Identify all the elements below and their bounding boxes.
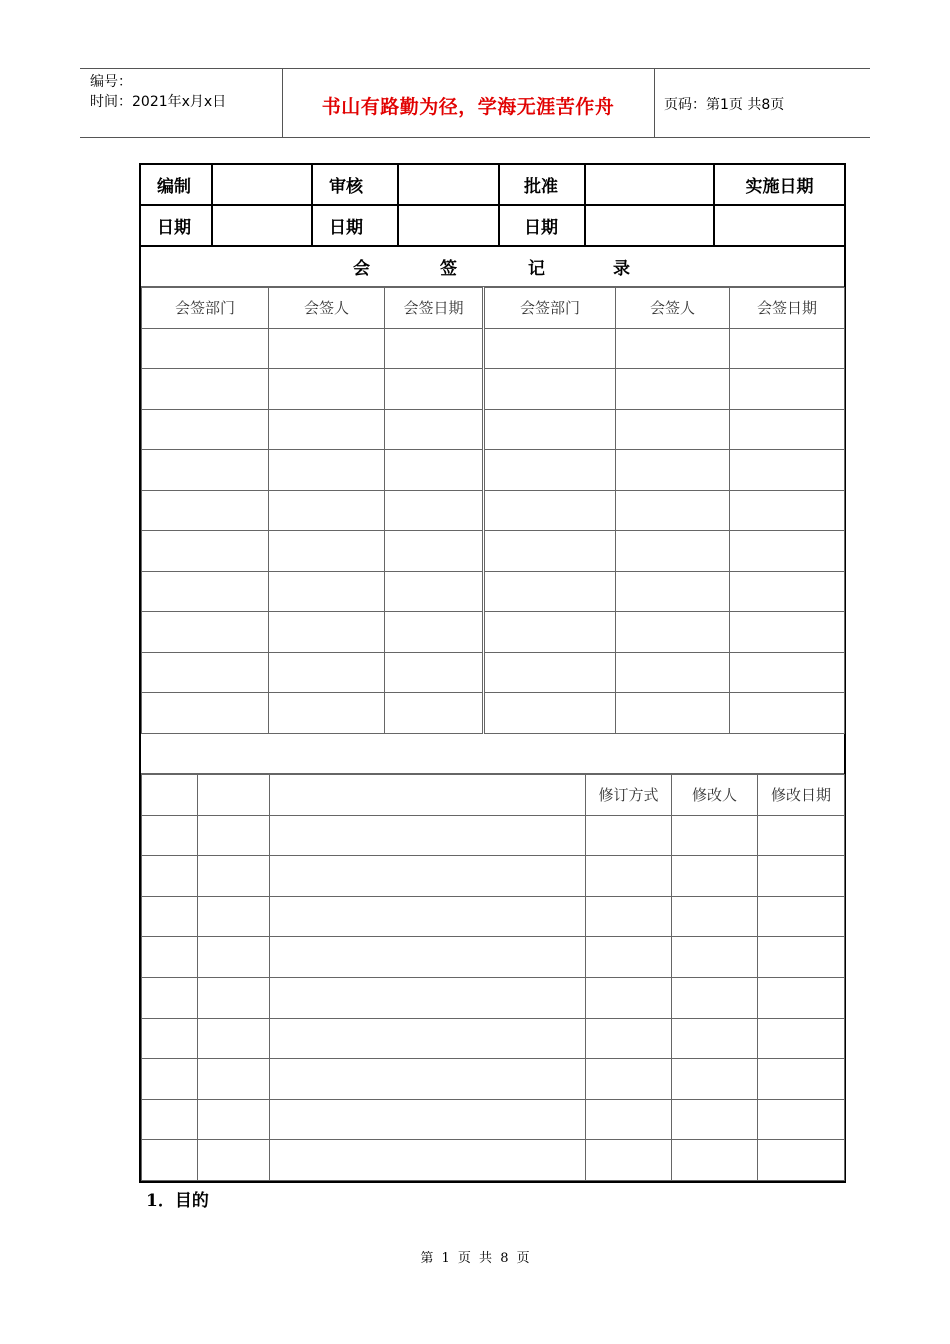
table-cell[interactable] bbox=[269, 490, 385, 531]
table-cell[interactable] bbox=[484, 490, 616, 531]
table-cell[interactable] bbox=[142, 450, 269, 491]
approval-row bbox=[140, 164, 845, 205]
document-time-label: 时间：2021年x月x日 bbox=[90, 94, 227, 110]
table-cell[interactable] bbox=[270, 1099, 586, 1140]
table-cell[interactable] bbox=[142, 369, 269, 410]
document-number-label: 编号： bbox=[90, 74, 132, 90]
table-cell[interactable] bbox=[269, 328, 385, 369]
table-row bbox=[142, 369, 845, 410]
table-cell[interactable] bbox=[270, 896, 586, 937]
table-cell[interactable] bbox=[758, 815, 845, 856]
banner-char: 签 bbox=[440, 259, 457, 279]
table-cell[interactable] bbox=[269, 369, 385, 410]
table-cell[interactable] bbox=[385, 490, 484, 531]
table-cell[interactable] bbox=[672, 896, 758, 937]
table-cell[interactable] bbox=[385, 328, 484, 369]
table-row bbox=[142, 856, 845, 897]
table-cell[interactable] bbox=[270, 1018, 586, 1059]
table-row bbox=[142, 693, 845, 734]
table-cell[interactable] bbox=[269, 693, 385, 734]
banner-char: 会 bbox=[353, 259, 370, 279]
table-cell[interactable] bbox=[198, 1018, 270, 1059]
table-cell[interactable] bbox=[758, 1059, 845, 1100]
table-row bbox=[142, 652, 845, 693]
table-cell[interactable] bbox=[142, 571, 269, 612]
table-cell[interactable] bbox=[484, 652, 616, 693]
table-cell[interactable] bbox=[758, 1018, 845, 1059]
approval-input-cell[interactable] bbox=[714, 205, 845, 246]
approval-cell: 批准 bbox=[499, 164, 585, 205]
table-cell[interactable] bbox=[142, 815, 198, 856]
table-cell[interactable] bbox=[270, 1140, 586, 1181]
table-cell[interactable] bbox=[586, 1059, 672, 1100]
table-cell[interactable] bbox=[142, 977, 198, 1018]
page-header bbox=[80, 68, 870, 138]
table-cell[interactable] bbox=[142, 652, 269, 693]
table-row bbox=[142, 571, 845, 612]
table-cell[interactable] bbox=[385, 571, 484, 612]
table-cell[interactable] bbox=[142, 896, 198, 937]
table-cell[interactable] bbox=[484, 612, 616, 653]
table-cell[interactable] bbox=[269, 652, 385, 693]
approval-cell: 日期 bbox=[499, 205, 585, 246]
table-cell[interactable] bbox=[270, 937, 586, 978]
table-cell[interactable] bbox=[270, 815, 586, 856]
table-cell[interactable] bbox=[730, 652, 845, 693]
table-cell[interactable] bbox=[730, 531, 845, 572]
table-cell[interactable] bbox=[758, 937, 845, 978]
table-row bbox=[142, 1099, 845, 1140]
table-cell[interactable] bbox=[142, 409, 269, 450]
table-cell[interactable] bbox=[758, 1140, 845, 1181]
approval-cell: 审核 bbox=[312, 164, 398, 205]
table-cell[interactable] bbox=[484, 369, 616, 410]
table-cell[interactable] bbox=[586, 937, 672, 978]
page-footer: 第 1 页 共 8 页 bbox=[420, 1251, 530, 1266]
revision-table bbox=[141, 774, 845, 1181]
table-cell[interactable] bbox=[385, 409, 484, 450]
column-header: 修改日期 bbox=[758, 775, 845, 816]
table-cell[interactable] bbox=[269, 612, 385, 653]
table-row bbox=[142, 815, 845, 856]
table-row bbox=[142, 1140, 845, 1181]
table-row bbox=[142, 977, 845, 1018]
table-cell[interactable] bbox=[142, 856, 198, 897]
table-cell[interactable] bbox=[616, 693, 730, 734]
table-cell[interactable] bbox=[586, 856, 672, 897]
table-cell[interactable] bbox=[198, 1140, 270, 1181]
column-header bbox=[198, 775, 270, 816]
table-cell[interactable] bbox=[269, 531, 385, 572]
table-row bbox=[142, 450, 845, 491]
countersign-table bbox=[141, 287, 845, 734]
table-cell[interactable] bbox=[672, 937, 758, 978]
table-cell[interactable] bbox=[672, 1018, 758, 1059]
table-cell[interactable] bbox=[730, 409, 845, 450]
table-cell[interactable] bbox=[484, 409, 616, 450]
column-header bbox=[142, 775, 198, 816]
banner-char: 记 bbox=[528, 259, 545, 279]
table-cell[interactable] bbox=[758, 1099, 845, 1140]
column-header: 会签日期 bbox=[385, 288, 484, 329]
table-cell[interactable] bbox=[198, 896, 270, 937]
table-cell[interactable] bbox=[730, 328, 845, 369]
table-cell[interactable] bbox=[672, 977, 758, 1018]
table-cell[interactable] bbox=[484, 450, 616, 491]
approval-input-cell[interactable] bbox=[212, 205, 312, 246]
blank-row bbox=[141, 734, 844, 774]
column-header: 会签部门 bbox=[142, 288, 269, 329]
table-cell[interactable] bbox=[269, 571, 385, 612]
table-row bbox=[142, 328, 845, 369]
approval-input-cell[interactable] bbox=[398, 205, 499, 246]
header-page-number: 页码：第1页 共8页 bbox=[664, 97, 785, 113]
table-cell[interactable] bbox=[198, 937, 270, 978]
table-cell[interactable] bbox=[142, 490, 269, 531]
table-cell[interactable] bbox=[385, 450, 484, 491]
countersign-header-row bbox=[142, 288, 845, 329]
column-header: 修订方式 bbox=[586, 775, 672, 816]
table-cell[interactable] bbox=[672, 815, 758, 856]
table-cell[interactable] bbox=[484, 531, 616, 572]
approval-input-cell[interactable] bbox=[398, 164, 499, 205]
table-row bbox=[142, 490, 845, 531]
table-cell[interactable] bbox=[142, 1099, 198, 1140]
approval-input-cell[interactable] bbox=[585, 164, 714, 205]
banner-char: 录 bbox=[613, 259, 630, 279]
table-cell[interactable] bbox=[616, 571, 730, 612]
section-title: 1．目的 bbox=[146, 1191, 209, 1211]
table-cell[interactable] bbox=[198, 1099, 270, 1140]
table-cell[interactable] bbox=[586, 1140, 672, 1181]
table-cell[interactable] bbox=[586, 1099, 672, 1140]
table-cell[interactable] bbox=[730, 490, 845, 531]
table-row bbox=[142, 1059, 845, 1100]
table-cell[interactable] bbox=[730, 612, 845, 653]
column-header: 会签人 bbox=[616, 288, 730, 329]
countersign-banner bbox=[141, 247, 844, 287]
table-cell[interactable] bbox=[142, 937, 198, 978]
table-cell[interactable] bbox=[270, 1059, 586, 1100]
table-cell[interactable] bbox=[385, 612, 484, 653]
table-cell[interactable] bbox=[484, 693, 616, 734]
column-header: 修改人 bbox=[672, 775, 758, 816]
table-row bbox=[142, 896, 845, 937]
table-cell[interactable] bbox=[270, 977, 586, 1018]
table-cell[interactable] bbox=[142, 328, 269, 369]
table-row bbox=[142, 409, 845, 450]
table-cell[interactable] bbox=[758, 856, 845, 897]
table-cell[interactable] bbox=[198, 815, 270, 856]
table-cell[interactable] bbox=[616, 409, 730, 450]
approval-cell: 日期 bbox=[140, 205, 212, 246]
table-cell[interactable] bbox=[270, 856, 586, 897]
approval-cell: 编制 bbox=[140, 164, 212, 205]
table-cell[interactable] bbox=[616, 450, 730, 491]
table-cell[interactable] bbox=[616, 612, 730, 653]
table-cell[interactable] bbox=[672, 1059, 758, 1100]
table-cell[interactable] bbox=[586, 1018, 672, 1059]
table-cell[interactable] bbox=[142, 1018, 198, 1059]
approval-cell: 日期 bbox=[312, 205, 398, 246]
table-cell[interactable] bbox=[142, 1140, 198, 1181]
table-row bbox=[142, 531, 845, 572]
column-header: 会签日期 bbox=[730, 288, 845, 329]
column-header bbox=[270, 775, 586, 816]
table-cell[interactable] bbox=[142, 1059, 198, 1100]
table-cell[interactable] bbox=[758, 977, 845, 1018]
table-row bbox=[142, 612, 845, 653]
table-row bbox=[142, 937, 845, 978]
table-cell[interactable] bbox=[616, 531, 730, 572]
table-cell[interactable] bbox=[616, 652, 730, 693]
table-cell[interactable] bbox=[730, 450, 845, 491]
table-cell[interactable] bbox=[616, 490, 730, 531]
table-cell[interactable] bbox=[586, 896, 672, 937]
table-cell[interactable] bbox=[142, 531, 269, 572]
approval-row bbox=[140, 205, 845, 246]
column-header: 会签人 bbox=[269, 288, 385, 329]
table-row bbox=[142, 1018, 845, 1059]
table-cell[interactable] bbox=[142, 693, 269, 734]
header-motto: 书山有路勤为径，学海无涯苦作舟 bbox=[321, 96, 615, 118]
table-cell[interactable] bbox=[758, 896, 845, 937]
approval-table bbox=[139, 163, 846, 247]
table-cell[interactable] bbox=[484, 571, 616, 612]
table-cell[interactable] bbox=[484, 328, 616, 369]
table-cell[interactable] bbox=[586, 977, 672, 1018]
approval-input-cell[interactable] bbox=[585, 205, 714, 246]
revision-header-row bbox=[142, 775, 845, 816]
column-header: 会签部门 bbox=[484, 288, 616, 329]
table-cell[interactable] bbox=[672, 1140, 758, 1181]
approval-cell: 实施日期 bbox=[714, 164, 845, 205]
table-cell[interactable] bbox=[385, 531, 484, 572]
table-cell[interactable] bbox=[142, 612, 269, 653]
table-cell[interactable] bbox=[269, 409, 385, 450]
table-cell[interactable] bbox=[385, 693, 484, 734]
table-cell[interactable] bbox=[730, 571, 845, 612]
approval-input-cell[interactable] bbox=[212, 164, 312, 205]
table-cell[interactable] bbox=[730, 693, 845, 734]
table-cell[interactable] bbox=[385, 652, 484, 693]
table-cell[interactable] bbox=[198, 1059, 270, 1100]
table-cell[interactable] bbox=[269, 450, 385, 491]
record-frame bbox=[139, 247, 846, 1183]
table-cell[interactable] bbox=[730, 369, 845, 410]
table-cell[interactable] bbox=[385, 369, 484, 410]
table-cell[interactable] bbox=[616, 369, 730, 410]
header-divider bbox=[654, 69, 655, 137]
table-cell[interactable] bbox=[672, 856, 758, 897]
table-cell[interactable] bbox=[198, 977, 270, 1018]
table-cell[interactable] bbox=[586, 815, 672, 856]
header-meta bbox=[90, 72, 226, 112]
table-cell[interactable] bbox=[616, 328, 730, 369]
table-cell[interactable] bbox=[672, 1099, 758, 1140]
table-cell[interactable] bbox=[198, 856, 270, 897]
